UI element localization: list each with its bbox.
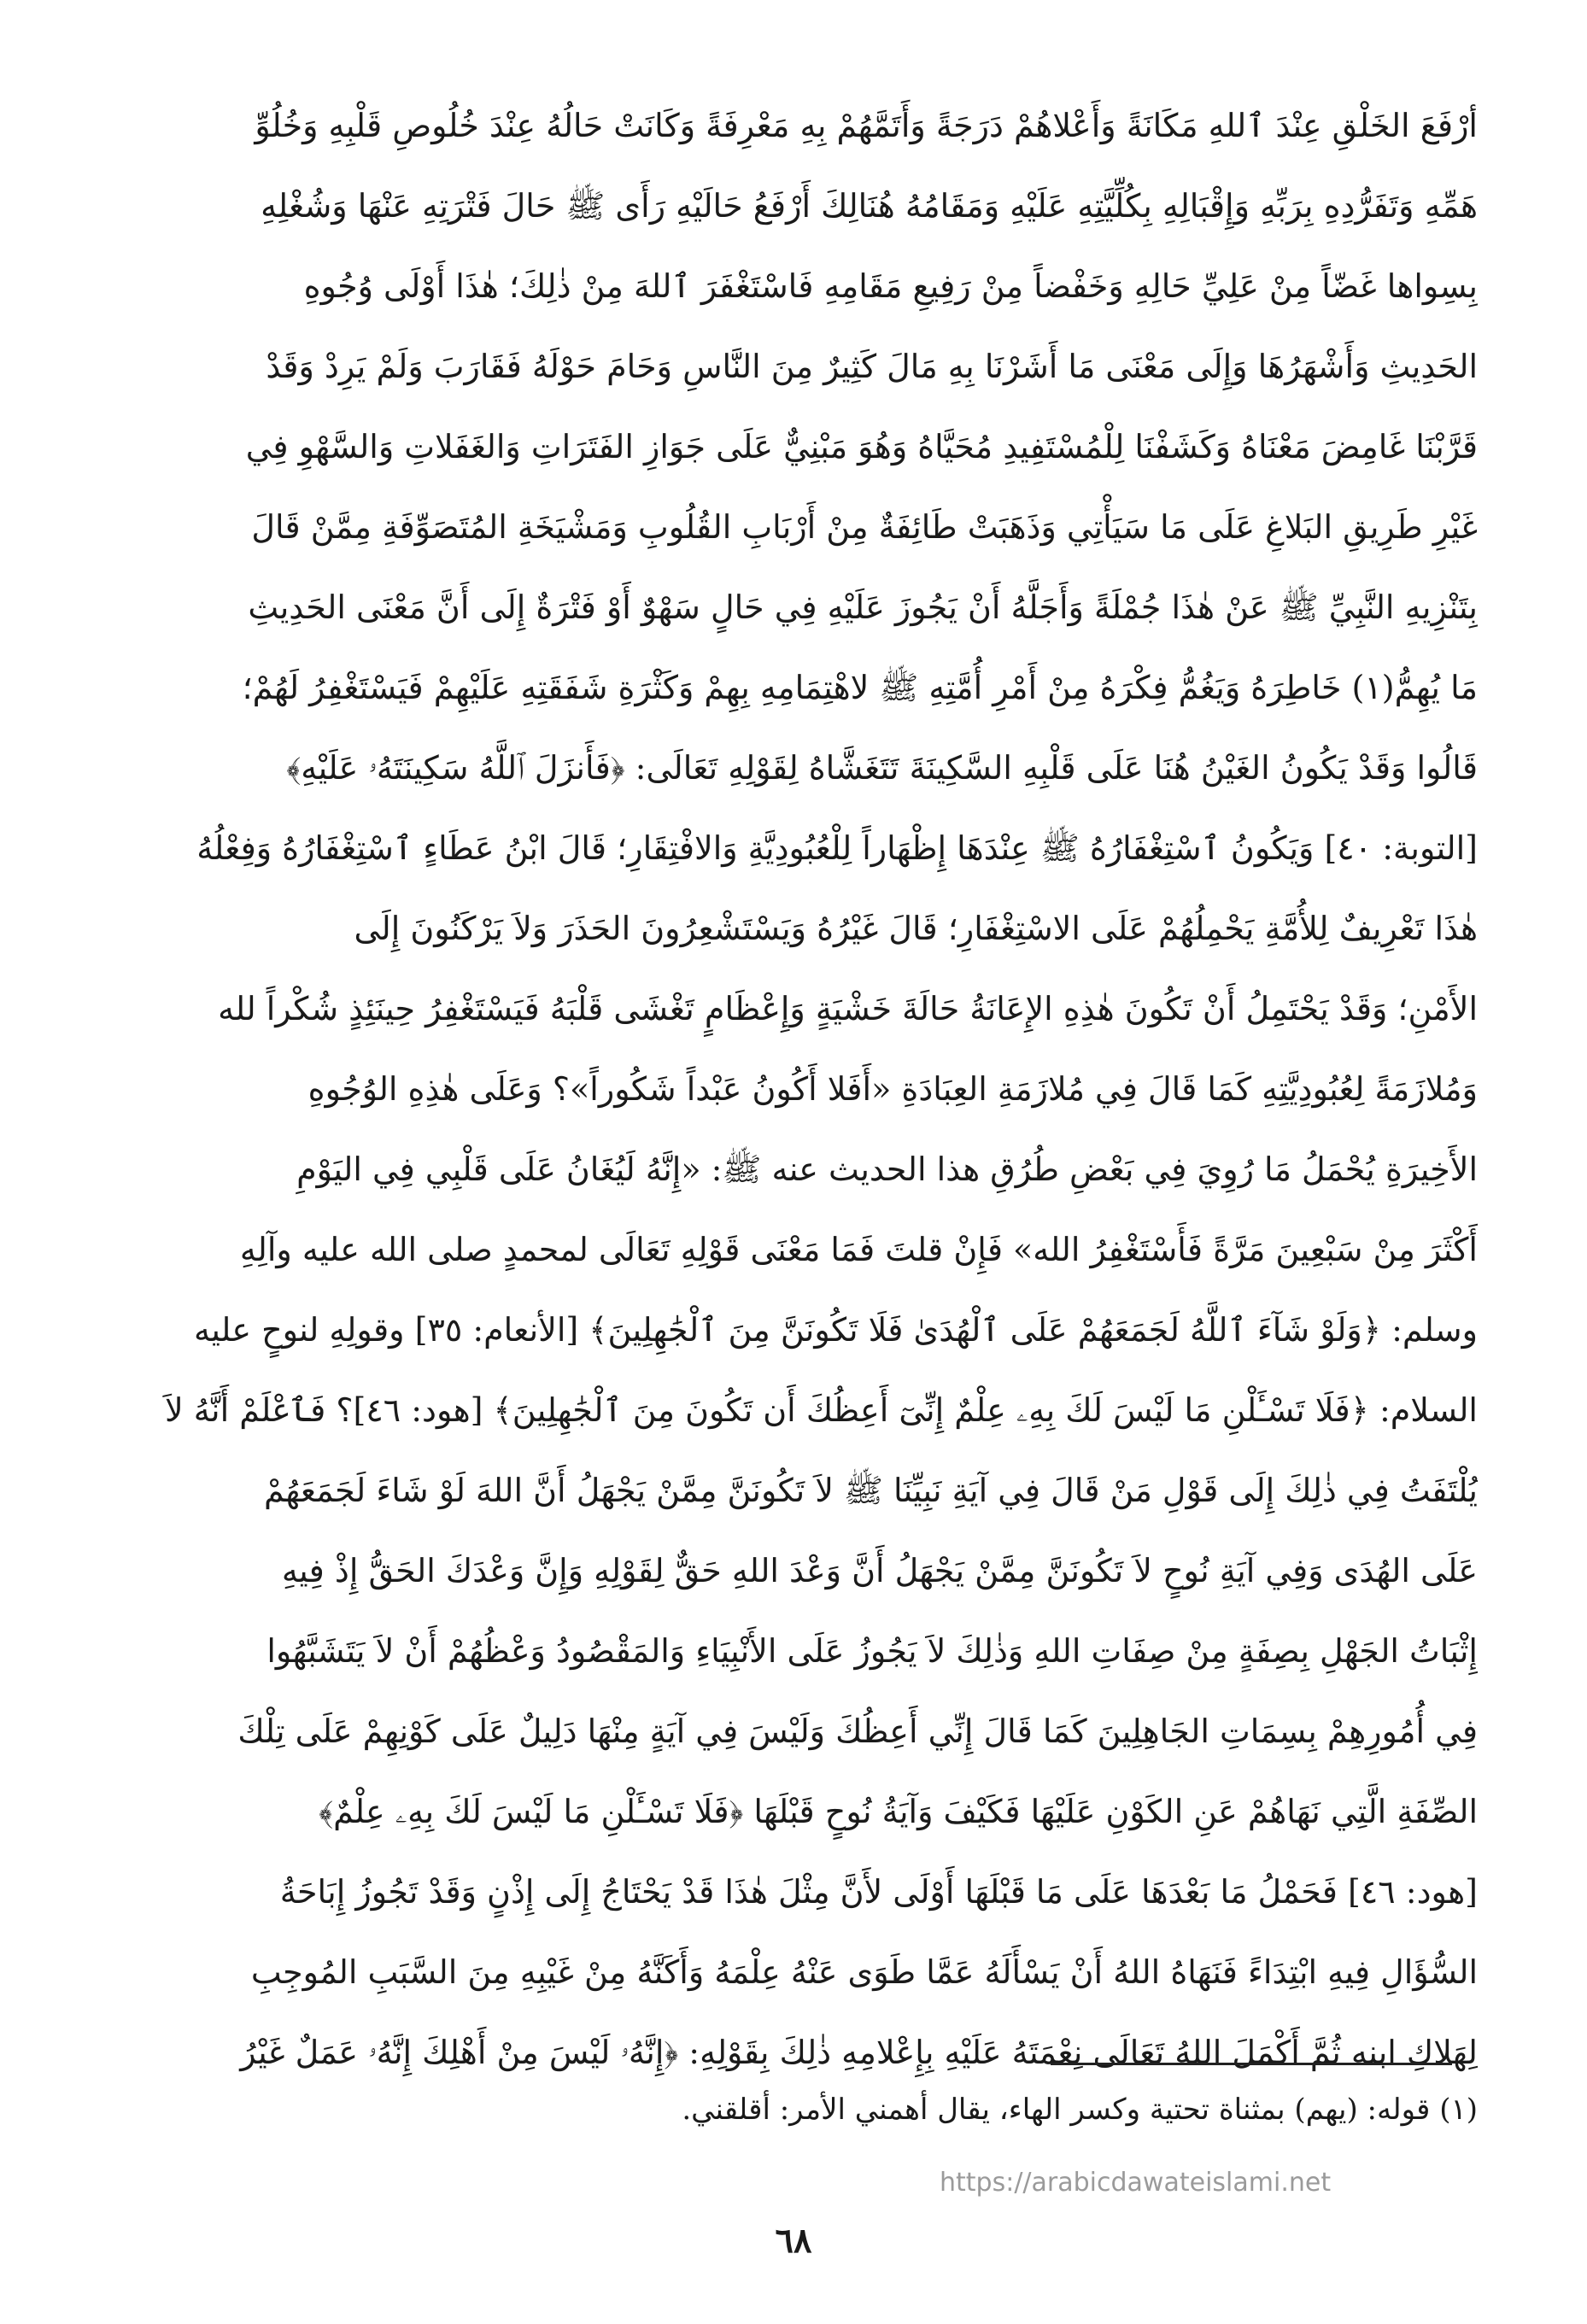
text-line: السُّؤَالِ فِيهِ ابْتِدَاءً فَنَهَاهُ اللهُ أَنْ يَسْأَلَهُ عَمَّا طَوَى عَنْهُ عِلْمَهُ وَأَكَنَّهُ مِنْ غَيْبِهِ مِنَ السَّبَبِ المُوجِبِ — [250, 1953, 1478, 1991]
text-line: لِهَلاكِ ابنه ثُمَّ أَكْمَلَ اللهُ تَعَالَى نِعْمَتَهُ عَلَيْهِ بِإِعْلامِهِ ذٰلِكَ بِقَوْلِهِ: ﴿إِنَّهُۥ لَيْسَ مِنْ أَهْلِكَ إِنَّهُۥ عَمَلٌ غَيْرُ — [240, 2034, 1478, 2071]
text-line: [التوبة: ٤٠] وَيَكُونُ ٱسْتِغْفَارُهُ ﷺ عِنْدَهَا إِظْهَاراً لِلْعُبُودِيَّةِ وَالافْتِقَارِ؛ قَالَ ابْنُ عَطَاءٍ ٱسْتِغْفَارُهُ وَفِعْلُهُ — [196, 829, 1478, 867]
text-line: بِتَنْزِيهِ النَّبِيِّ ﷺ عَنْ هٰذَا جُمْلَةً وَأَجَلَّهُ أَنْ يَجُوزَ عَلَيْهِ فِي حَالٍ سَهْوٌ أَوْ فَتْرَةٌ إِلَى أَنَّ مَعْنَى الحَدِيثِ — [248, 588, 1478, 626]
text-line: الأَخِيرَةِ يُحْمَلُ مَا رُوِيَ فِي بَعْضِ طُرُقِ هذا الحديث عنه ﷺ: «إِنَّهُ لَيُغَانُ عَلَى قَلْبِي فِي اليَوْمِ — [296, 1150, 1478, 1188]
text-line: غَيْرِ طَرِيقِ البَلاغِ عَلَى مَا سَيَأْتِي وَذَهَبَتْ طَائِفَةٌ مِنْ أَرْبَابِ القُلُوبِ وَمَشْيَخَةِ المُتَصَوِّفَةِ مِمَّنْ قَالَ — [251, 508, 1478, 546]
text-line: أَكْثَرَ مِنْ سَبْعِينَ مَرَّةً فَأَسْتَغْفِرُ الله» فَإِنْ قلتَ فَمَا مَعْنَى قَوْلِهِ تَعَالَى لمحمدٍ صلى الله عليه وآلِهِ — [239, 1231, 1478, 1268]
text-line: السلام: ﴿فَلَا تَسْـَٔلْنِ مَا لَيْسَ لَكَ بِهِۦ عِلْمٌ إِنِّىٓ أَعِظُكَ أَن تَكُونَ مِنَ ٱلْجَٰهِلِينَ﴾ [هود: ٤٦]؟ فَٱعْلَمْ أَنَّهُ لاَ — [164, 1391, 1478, 1429]
text-line: إِثْبَاتُ الجَهْلِ بِصِفَةٍ مِنْ صِفَاتِ اللهِ وَذٰلِكَ لاَ يَجُوزُ عَلَى الأَنْبِيَاءِ وَالمَقْصُودُ وَعْظُهُمْ أَنْ لاَ يَتَشَبَّهُوا — [266, 1632, 1478, 1670]
text-line: [هود: ٤٦] فَحَمْلُ مَا بَعْدَهَا عَلَى مَا قَبْلَهَا أَوْلَى لأَنَّ مِثْلَ هٰذَا قَدْ يَحْتَاجُ إِلَى إِذْنٍ وَقَدْ تَجُوزُ إِبَاحَةُ — [279, 1873, 1478, 1911]
text-line: الأَمْنِ؛ وَقَدْ يَحْتَمِلُ أَنْ تَكُونَ هٰذِهِ الإِعَانَةُ حَالَةَ خَشْيَةٍ وَإِعْظَامٍ تَغْشَى قَلْبَهُ فَيَسْتَغْفِرُ حِينَئِذٍ شُكْراً لله — [218, 990, 1478, 1027]
text-line: يُلْتَفَتُ فِي ذٰلِكَ إِلَى قَوْلِ مَنْ قَالَ فِي آيَةِ نَبِيِّنَا ﷺ لاَ تَكُونَنَّ مِمَّنْ يَجْهَلُ أَنَّ اللهَ لَوْ شَاءَ لَجَمَعَهُمْ — [264, 1472, 1478, 1509]
text-line: هٰذَا تَعْرِيفٌ لِلأُمَّةِ يَحْمِلُهُمْ عَلَى الاسْتِغْفَارِ؛ قَالَ غَيْرُهُ وَيَسْتَشْعِرُونَ الحَذَرَ وَلاَ يَرْكَنُونَ إِلَى — [354, 910, 1478, 947]
text-line: عَلَى الهُدَى وَفِي آيَةِ نُوحٍ لاَ تَكُونَنَّ مِمَّنْ يَجْهَلُ أَنَّ وَعْدَ اللهِ حَقٌّ لِقَوْلِهِ وَإِنَّ وَعْدَكَ الحَقُّ إِذْ فِيهِ — [281, 1552, 1478, 1589]
page-number: ٦٨ — [775, 2221, 812, 2261]
text-line: أرْفَعَ الخَلْقِ عِنْدَ ٱللهِ مَكَانَةً وَأَعْلاهُمْ دَرَجَةً وَأَتَمَّهُمْ بِهِ مَعْرِفَةً وَكَانَتْ حَالُهُ عِنْدَ خُلُوصِ قَلْبِهِ وَخُلُوِّ — [255, 107, 1478, 144]
footnote-divider — [1051, 2063, 1452, 2065]
text-line: بِسِواها غَضّاً مِنْ عَلِيِّ حَالِهِ وَخَفْضاً مِنْ رَفِيعِ مَقَامِهِ فَاسْتَغْفَرَ ٱللهَ مِنْ ذٰلِكَ؛ هٰذَا أَوْلَى وُجُوهِ — [303, 267, 1478, 305]
text-line: مَا يُهِمُّ(١) خَاطِرَهُ وَيَغُمُّ فِكْرَهُ مِنْ أَمْرِ أُمَّتِهِ ﷺ لاهْتِمَامِهِ بِهِمْ وَكَثْرَةِ شَفَقَتِهِ عَلَيْهِمْ فَيَسْتَغْفِرُ لَهُمْ؛ — [242, 669, 1478, 706]
text-line: وسلم: ﴿وَلَوْ شَآءَ ٱللَّهُ لَجَمَعَهُمْ عَلَى ٱلْهُدَىٰ فَلَا تَكُونَنَّ مِنَ ٱلْجَٰهِلِينَ﴾ [الأنعام: ٣٥] وقولِهِ لنوحٍ عليه — [193, 1311, 1478, 1349]
text-line: الصِّفَةِ الَّتِي نَهَاهُمْ عَنِ الكَوْنِ عَلَيْهَا فَكَيْفَ وَآيَةُ نُوحٍ قَبْلَهَا ﴿فَلَا تَسْـَٔلْنِ مَا لَيْسَ لَكَ بِهِۦ عِلْمٌ﴾ — [319, 1793, 1478, 1830]
text-line: قَالُوا وَقَدْ يَكُونُ الغَيْنُ هُنَا عَلَى قَلْبِهِ السَّكِينَةَ تَتَغَشَّاهُ لِقَوْلِهِ تَعَالَى: ﴿فَأَنزَلَ ٱللَّهُ سَكِينَتَهُۥ عَلَيْهِ﴾ — [286, 749, 1478, 787]
watermark-url: https://arabicdawateislami.net — [940, 2168, 1332, 2198]
main-text — [111, 85, 1478, 2093]
text-line: فِي أُمُورِهِمْ بِسِمَاتِ الجَاهِلِينَ كَمَا قَالَ إِنِّي أَعِظُكَ وَلَيْسَ فِي آيَةٍ مِنْهَا دَلِيلٌ عَلَى كَوْنِهِمْ عَلَى تِلْكَ — [237, 1712, 1478, 1750]
text-line: قَرَّبْنَا غَامِضَ مَعْنَاهُ وَكَشَفْنَا لِلْمُسْتَفِيدِ مُحَيَّاهُ وَهُوَ مَبْنِيٌّ عَلَى جَوَازِ الفَتَرَاتِ وَالغَفَلاتِ وَالسَّهْوِ فِي — [245, 428, 1478, 465]
text-line: الحَدِيثِ وَأَشْهَرُهَا وَإِلَى مَعْنَى مَا أَشَرْنَا بِهِ مَالَ كَثِيرٌ مِنَ النَّاسِ وَحَامَ حَوْلَهُ فَقَارَبَ وَلَمْ يَرِدْ وَقَدْ — [266, 348, 1478, 385]
text-line: هَمِّهِ وَتَفَرُّدِهِ بِرَبِّهِ وَإِقْبَالِهِ بِكُلِّيَّتِهِ عَلَيْهِ وَمَقَامُهُ هُنَالِكَ أَرْفَعُ حَالَيْهِ رَأَى ﷺ حَالَ فَتْرَتِهِ عَنْهَا وَشُغْلِهِ — [261, 187, 1478, 225]
text-line: وَمُلازَمَةً لِعُبُودِيَّتِهِ كَمَا قَالَ فِي مُلازَمَةِ العِبَادَةِ «أَفَلا أَكُونُ عَبْداً شَكُوراً»؟ وَعَلَى هٰذِهِ الوُجُوهِ — [307, 1070, 1478, 1108]
footnote: (١) قوله: (يهم) بمثناة تحتية وكسر الهاء، يقال أهمني الأمر: أقلقني. — [682, 2093, 1478, 2127]
